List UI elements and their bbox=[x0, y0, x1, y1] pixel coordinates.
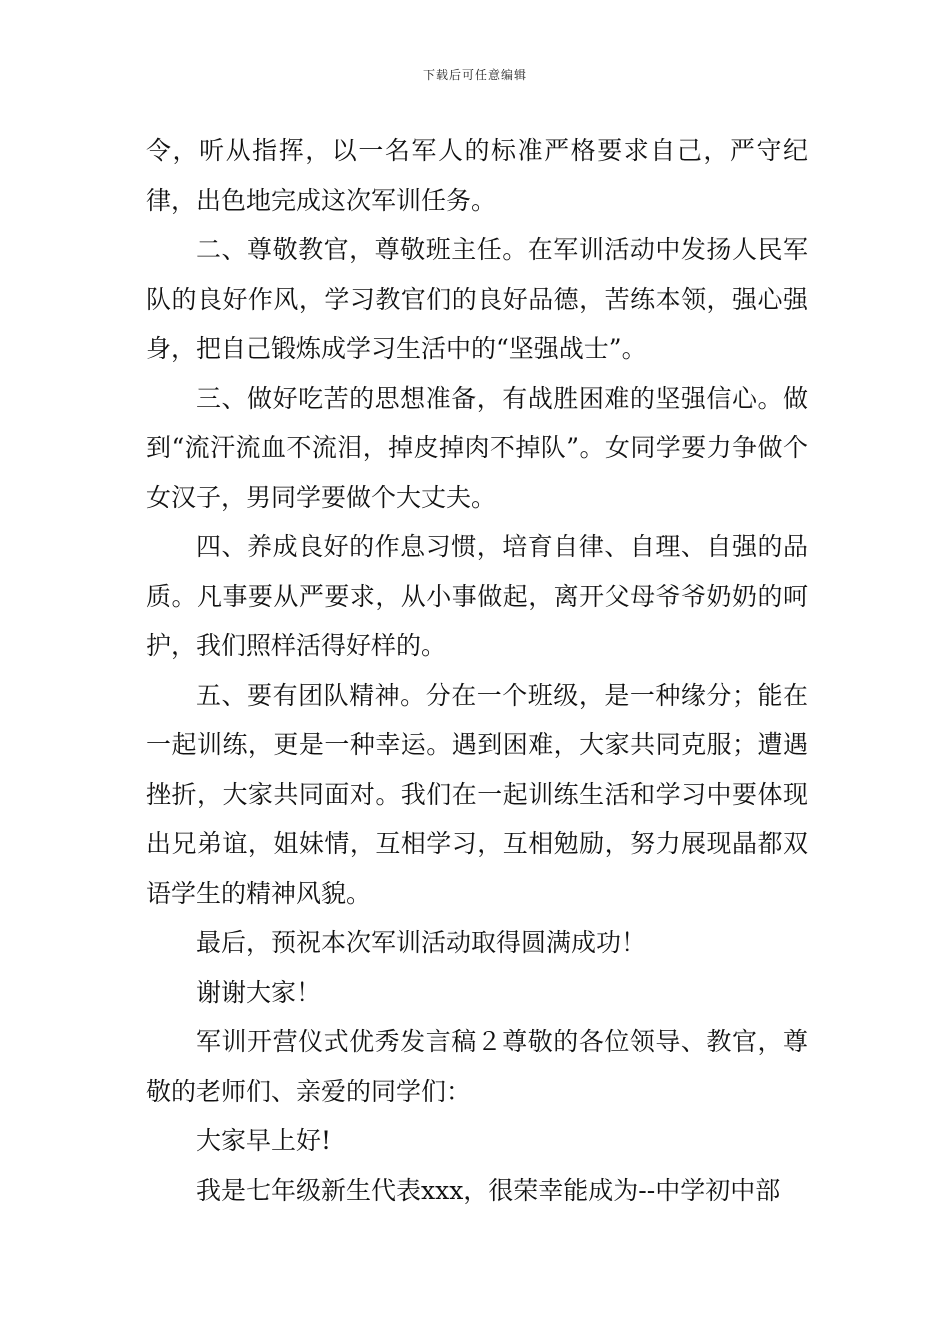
paragraph: 令，听从指挥，以一名军人的标准严格要求自己，严守纪律，出色地完成这次军训任务。 bbox=[146, 136, 808, 215]
paragraph: 我是七年级新生代表xxx，很荣幸能成为--中学初中部 bbox=[196, 1175, 781, 1205]
paragraph: 五、要有团队精神。分在一个班级，是一种缘分；能在一起训练，更是一种幸运。遇到困难，大家共同克服；遭遇挫折，大家共同面对。我们在一起训练生活和学习中要体现出兄弟谊，姐妹情，互相学习，互相勉励，努力展现晶都双语学生的精神风貌。 bbox=[146, 680, 808, 908]
paragraph: 四、养成良好的作息习惯，培育自律、自理、自强的品质。凡事要从严要求，从小事做起，离开父母爷爷奶奶的呵护，我们照样活得好样的。 bbox=[146, 532, 808, 660]
paragraph: 谢谢大家！ bbox=[196, 977, 322, 1007]
paragraph: 三、做好吃苦的思想准备，有战胜困难的坚强信心。做到“流汗流血不流泪，掉皮掉肉不掉队”。女同学要力争做个女汉子，男同学要做个大丈夫。 bbox=[146, 383, 808, 512]
paragraph: 二、尊敬教官，尊敬班主任。在军训活动中发扬人民军队的良好作风，学习教官们的良好品德，苦练本领，强心强身，把自己锻炼成学习生活中的“坚强战士”。 bbox=[146, 235, 808, 363]
document-body bbox=[146, 126, 808, 1215]
paragraph: 军训开营仪式优秀发言稿２尊敬的各位领导、教官，尊敬的老师们、亲爱的同学们： bbox=[146, 1027, 808, 1106]
paragraph: 最后，预祝本次军训活动取得圆满成功！ bbox=[196, 928, 647, 957]
paragraph: 大家早上好! bbox=[196, 1126, 332, 1155]
page-header: 下载后可任意编辑 bbox=[422, 68, 527, 82]
